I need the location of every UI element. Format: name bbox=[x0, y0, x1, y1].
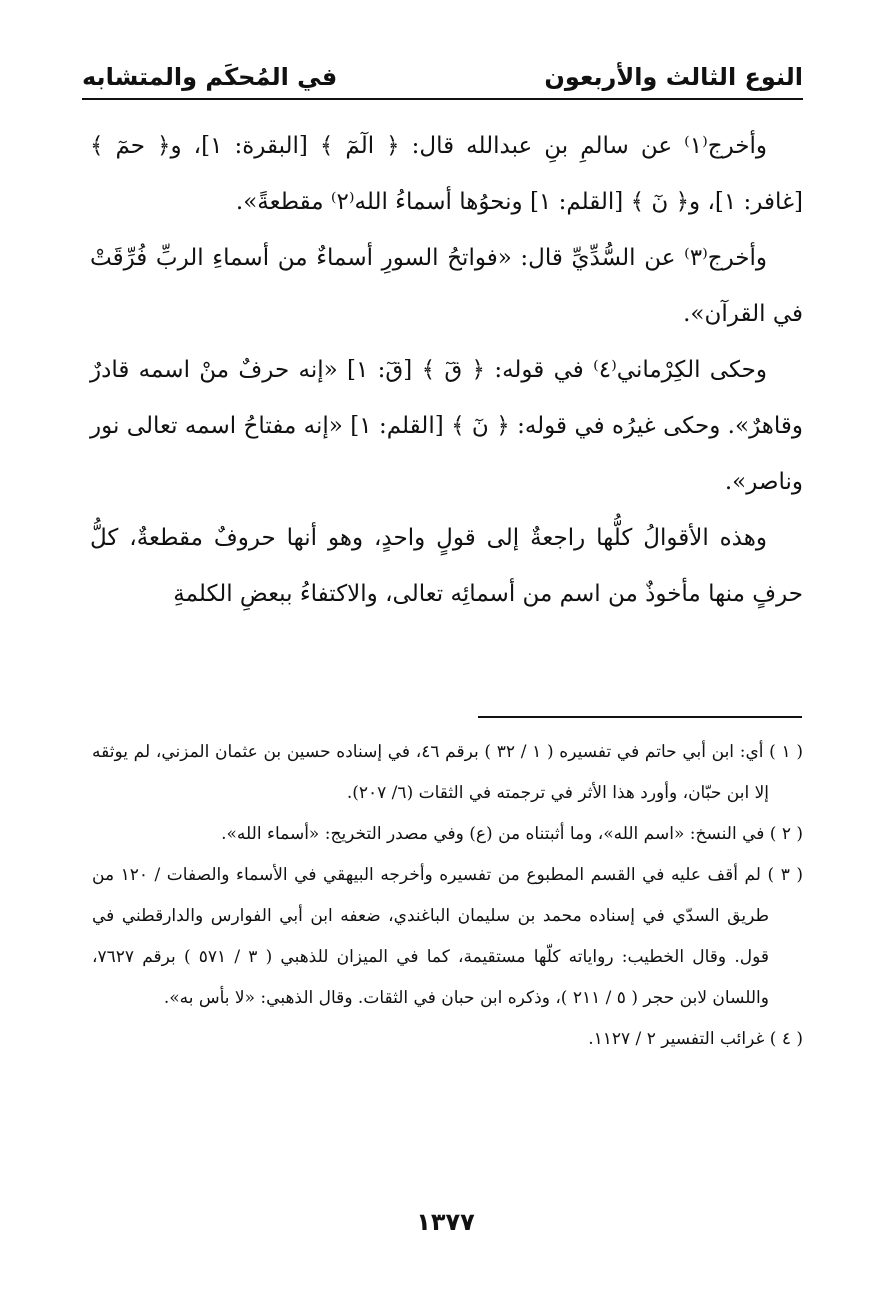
footnote: ( ٤ ) غرائب التفسير ٢ / ١١٢٧. bbox=[588, 1029, 803, 1049]
footnote-divider bbox=[478, 716, 802, 718]
footnote: ( ٢ ) في النسخ: «اسم الله»، وما أثبتناه من (ع) وفي مصدر التخريج: «أسماء الله». bbox=[221, 824, 803, 844]
section-title: في المُحكَم والمتشابه bbox=[82, 63, 338, 91]
footnote: ( ١ ) أي: ابن أبي حاتم في تفسيره ( ١ / ٣٢ ) برقم ٤٦، في إسناده حسين بن عثمان المزني، لم يوثقه إلا ابن حبّان، وأورد هذا الأثر في ترجمته في الثقات (٦/ ٢٠٧). bbox=[92, 742, 803, 803]
main-text bbox=[90, 118, 803, 622]
paragraph: وحكى الكِرْماني⁽٤⁾ في قوله: ﴿ قٓ ﴾ [قٓ: ١] «إنه حرفٌ منْ اسمه قادرٌ وقاهرٌ». وحكى غيرُه في قوله: ﴿ نٓ ﴾ [القلم: ١] «إنه مفتاحُ اسمه تعالى نور وناصر». bbox=[90, 357, 803, 495]
paragraph: وهذه الأقوالُ كلُّها راجعةٌ إلى قولٍ واحدٍ، وهو أنها حروفٌ مقطعةٌ، كلُّ حرفٍ منها مأخوذٌ من اسم من أسمائِه تعالى، والاكتفاءُ ببعضِ الكلمةِ bbox=[90, 525, 803, 607]
paragraph: وأخرج⁽٣⁾ عن السُّدِّيِّ قال: «فواتحُ السورِ أسماءٌ من أسماءِ الربِّ فُرِّقَتْ في القرآن». bbox=[90, 245, 803, 327]
page-number: ١٣٧٧ bbox=[416, 1208, 475, 1236]
running-header bbox=[82, 46, 803, 100]
footnote: ( ٣ ) لم أقف عليه في القسم المطبوع من تفسيره وأخرجه البيهقي في الأسماء والصفات / ١٢٠ من طريق السدّي في إسناده محمد بن سليمان الباغندي، ضعفه ابن أبي الفوارس والدارقطني في قول. وقال الخطيب: رواياته كلّها مستقيمة، كما في الميزان للذهبي ( ٣ / ٥٧١ ) برقم ٧٦٢٧، واللسان لابن حجر ( ٥ / ٢١١ )، وذكره ابن حبان في الثقات. وقال الذهبي: «لا بأس به». bbox=[92, 865, 803, 1008]
chapter-title: النوع الثالث والأربعون bbox=[544, 63, 803, 91]
paragraph: وأخرج⁽١⁾ عن سالمِ بنِ عبدالله قال: ﴿ الٓمٓ ﴾ [البقرة: ١]، و﴿ حمٓ ﴾ [غافر: ١]، و﴿ نٓ ﴾ [القلم: ١] ونحوُها أسماءُ الله⁽٢⁾ مقطعةً». bbox=[90, 133, 803, 215]
footnotes bbox=[92, 732, 803, 1060]
